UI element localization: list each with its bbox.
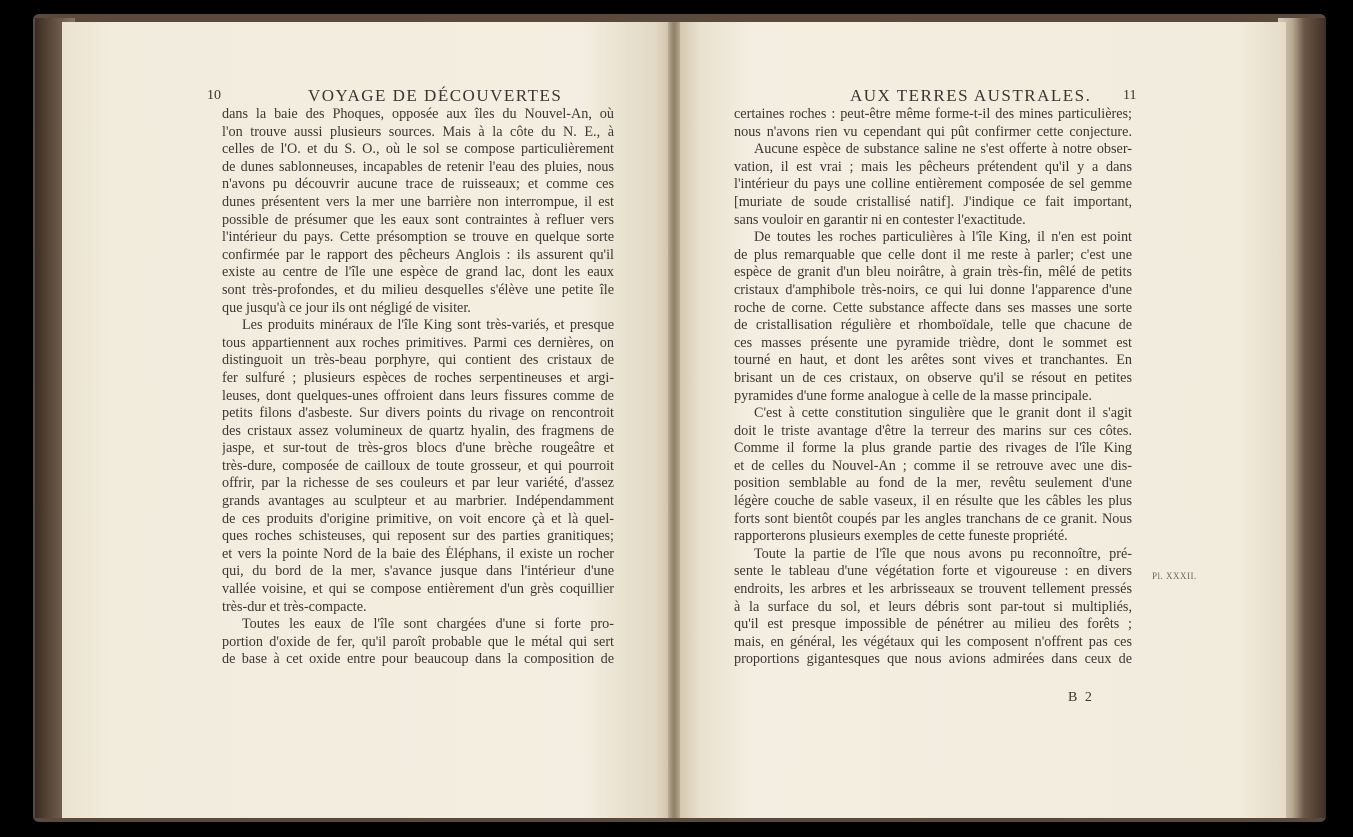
text-line: Les produits minéraux de l'île King sont très-variés, et presque <box>242 317 614 334</box>
text-line: de dunes sablonneuses, incapables de retenir l'eau des pluies, nous <box>222 158 614 175</box>
text-line: Aucune espèce de substance saline ne s'est offerte à notre obser- <box>754 141 1132 158</box>
text-line: l'intérieur du pays une colline entièrement composée de sel gemme <box>734 176 1132 193</box>
text-line: position semblable au fond de la mer, revêtu seulement d'une <box>734 475 1132 492</box>
text-line: et vers la pointe Nord de la baie des Éléphans, il existe un rocher <box>222 545 614 562</box>
text-line: l'on trouve aussi plusieurs sources. Mais à la côte du N. E., à <box>222 123 614 140</box>
text-line: mais, en général, les végétaux qui les composent n'offrent pas ces <box>734 633 1132 650</box>
text-line: espèce de granit d'un bleu noirâtre, à grain très-fin, mêlé de petits <box>734 264 1132 281</box>
text-line: Toute la partie de l'île que nous avons pu reconnoître, pré- <box>754 545 1132 562</box>
text-line: sont très-profondes, et du milieu desquelles s'élève une petite île <box>222 281 614 298</box>
text-line: ces masses présente une pyramide trièdre, dont le sommet est <box>734 334 1132 351</box>
text-line: proportions gigantesques que nous avions admirées dans ceux de <box>734 651 1132 668</box>
text-line: qu'il est presque impossible de pénétrer au milieu des forêts ; <box>734 616 1132 633</box>
right-running-head: AUX TERRES AUSTRALES. <box>850 86 1092 105</box>
text-line: n'avons pu découvrir aucune trace de ruisseaux; et comme ces <box>222 176 614 193</box>
text-line: très-dure, composée de cailloux de toute grosseur, et qui pourroit <box>222 457 614 474</box>
text-line: fer sulfuré ; plusieurs espèces de roches serpentineuses et argi- <box>222 369 614 386</box>
text-line: dunes présentent vers la mer une barrière non interrompue, il est <box>222 193 614 210</box>
text-line: vation, il est vrai ; mais les pêcheurs prétendent qu'il y a dans <box>734 158 1132 175</box>
text-line: ques roches schisteuses, qui reposent sur des parties granitiques; <box>222 528 614 545</box>
text-line: Toutes les eaux de l'île sont chargées d'une si forte pro- <box>242 616 614 633</box>
text-line: doit le triste avantage d'être la terreur des marins sur ces côtes. <box>734 422 1132 439</box>
text-line: et de celles du Nouvel-An ; comme il se retrouve avec une dis- <box>734 457 1132 474</box>
text-line: existe au centre de l'île une espèce de grand lac, dont les eaux <box>222 264 614 281</box>
right-page-number: 11 <box>1123 88 1137 103</box>
text-line: grands avantages au sculpteur et au marbrier. Indépendamment <box>222 493 614 510</box>
text-line: Comme il forme la plus grande partie des rivages de l'île King <box>734 440 1132 457</box>
text-line: endroits, les arbres et les arbrisseaux se trouvent tellement pressés <box>734 581 1132 598</box>
text-line: brisant un de ces cristaux, on observe qu'il se résout en petites <box>734 369 1132 386</box>
text-line: jaspe, et sur-tout de très-gros blocs d'une brèche rougeâtre et <box>222 440 614 457</box>
text-line: l'intérieur du pays. Cette présomption se trouve en quelque sorte <box>222 229 614 246</box>
text-line: sente le tableau d'une végétation forte et vigoureuse : en divers <box>734 563 1132 580</box>
right-body-text <box>734 106 1132 669</box>
text-line: de cristallisation régulière et rhomboïdale, telle que chacune de <box>734 317 1132 334</box>
text-line: vallée voisine, et qui se compose entièrement d'un grès coquillier <box>222 581 614 598</box>
text-line: celles de l'O. et du S. O., où le sol se compose particulièrement <box>222 141 614 158</box>
text-line: de plus remarquable que celle dont il me reste à parler; c'est une <box>734 246 1132 263</box>
text-line: offrir, par la richesse de ses couleurs et par leur variété, d'assez <box>222 475 614 492</box>
left-running-head: VOYAGE DE DÉCOUVERTES <box>308 86 563 105</box>
text-line: confirmée par le rapport des pêcheurs Anglois : ils assurent qu'il <box>222 246 614 263</box>
text-line: très-dur et très-compacte. <box>222 598 367 615</box>
text-line: certaines roches : peut-être même forme-t-il des mines particulières; <box>734 106 1132 122</box>
text-line: tous appartiennent aux roches primitives. Parmi ces dernières, on <box>222 334 614 351</box>
text-line: de ces produits d'origine primitive, on voit encore çà et là quel- <box>222 510 614 527</box>
text-line: C'est à cette constitution singulière que le granit dont il s'agit <box>754 405 1132 422</box>
book-gutter <box>668 22 680 818</box>
text-line: dans la baie des Phoques, opposée aux îles du Nouvel-An, où <box>222 106 614 122</box>
text-line: légère couche de sable vaseux, il en résulte que les câbles les plus <box>734 493 1132 510</box>
text-line: rapporterons plusieurs exemples de cette funeste propriété. <box>734 528 1068 545</box>
text-line: sans vouloir en garantir ni en contester l'exactitude. <box>734 211 1026 228</box>
plate-reference-note: Pl. XXXII. <box>1152 571 1197 581</box>
left-body-text <box>222 106 614 669</box>
signature-mark: B 2 <box>1068 690 1094 705</box>
text-line: tourné en haut, et dont les arêtes sont vives et tranchantes. En <box>734 352 1132 369</box>
left-page-number: 10 <box>207 88 221 103</box>
text-line: possible de présumer que les eaux sont contraintes à refluer vers <box>222 211 614 228</box>
text-line: des cristaux assez volumineux de quartz hyalin, des fragmens de <box>222 422 614 439</box>
text-line: pyramides d'une forme analogue à celle de la masse principale. <box>734 387 1092 404</box>
text-line: nous n'avons rien vu cependant qui pût confirmer cette conjecture. <box>734 123 1132 140</box>
text-line: roche de corne. Cette substance affecte dans ses masses une sorte <box>734 299 1132 316</box>
text-line: portion d'oxide de fer, qu'il paroît probable que le métal qui sert <box>222 633 614 650</box>
text-line: petits filons d'asbeste. Sur divers points du rivage on rencontroit <box>222 405 614 422</box>
text-line: leuses, dont quelques-unes offroient dans leurs fissures comme de <box>222 387 614 404</box>
text-line: cristaux d'amphibole très-noirs, ce qui lui donne l'apparence d'une <box>734 281 1132 298</box>
text-line: De toutes les roches particulières à l'île King, il n'en est point <box>754 229 1132 246</box>
text-line: [muriate de soude cristallisé natif]. J'indique ce fait important, <box>734 193 1132 210</box>
text-line: à la surface du sol, et leurs débris sont par-tout si multipliés, <box>734 598 1132 615</box>
text-line: qui, du bord de la mer, s'avance jusque dans l'intérieur d'une <box>222 563 614 580</box>
text-line: forts sont bientôt coupés par les angles tranchans de ce granit. Nous <box>734 510 1132 527</box>
text-line: distinguoit un très-beau porphyre, qui contient des cristaux de <box>222 352 614 369</box>
text-line: que jusqu'à ce jour ils ont négligé de visiter. <box>222 299 471 316</box>
text-line: de base à cet oxide entre pour beaucoup dans la composition de <box>222 651 614 668</box>
